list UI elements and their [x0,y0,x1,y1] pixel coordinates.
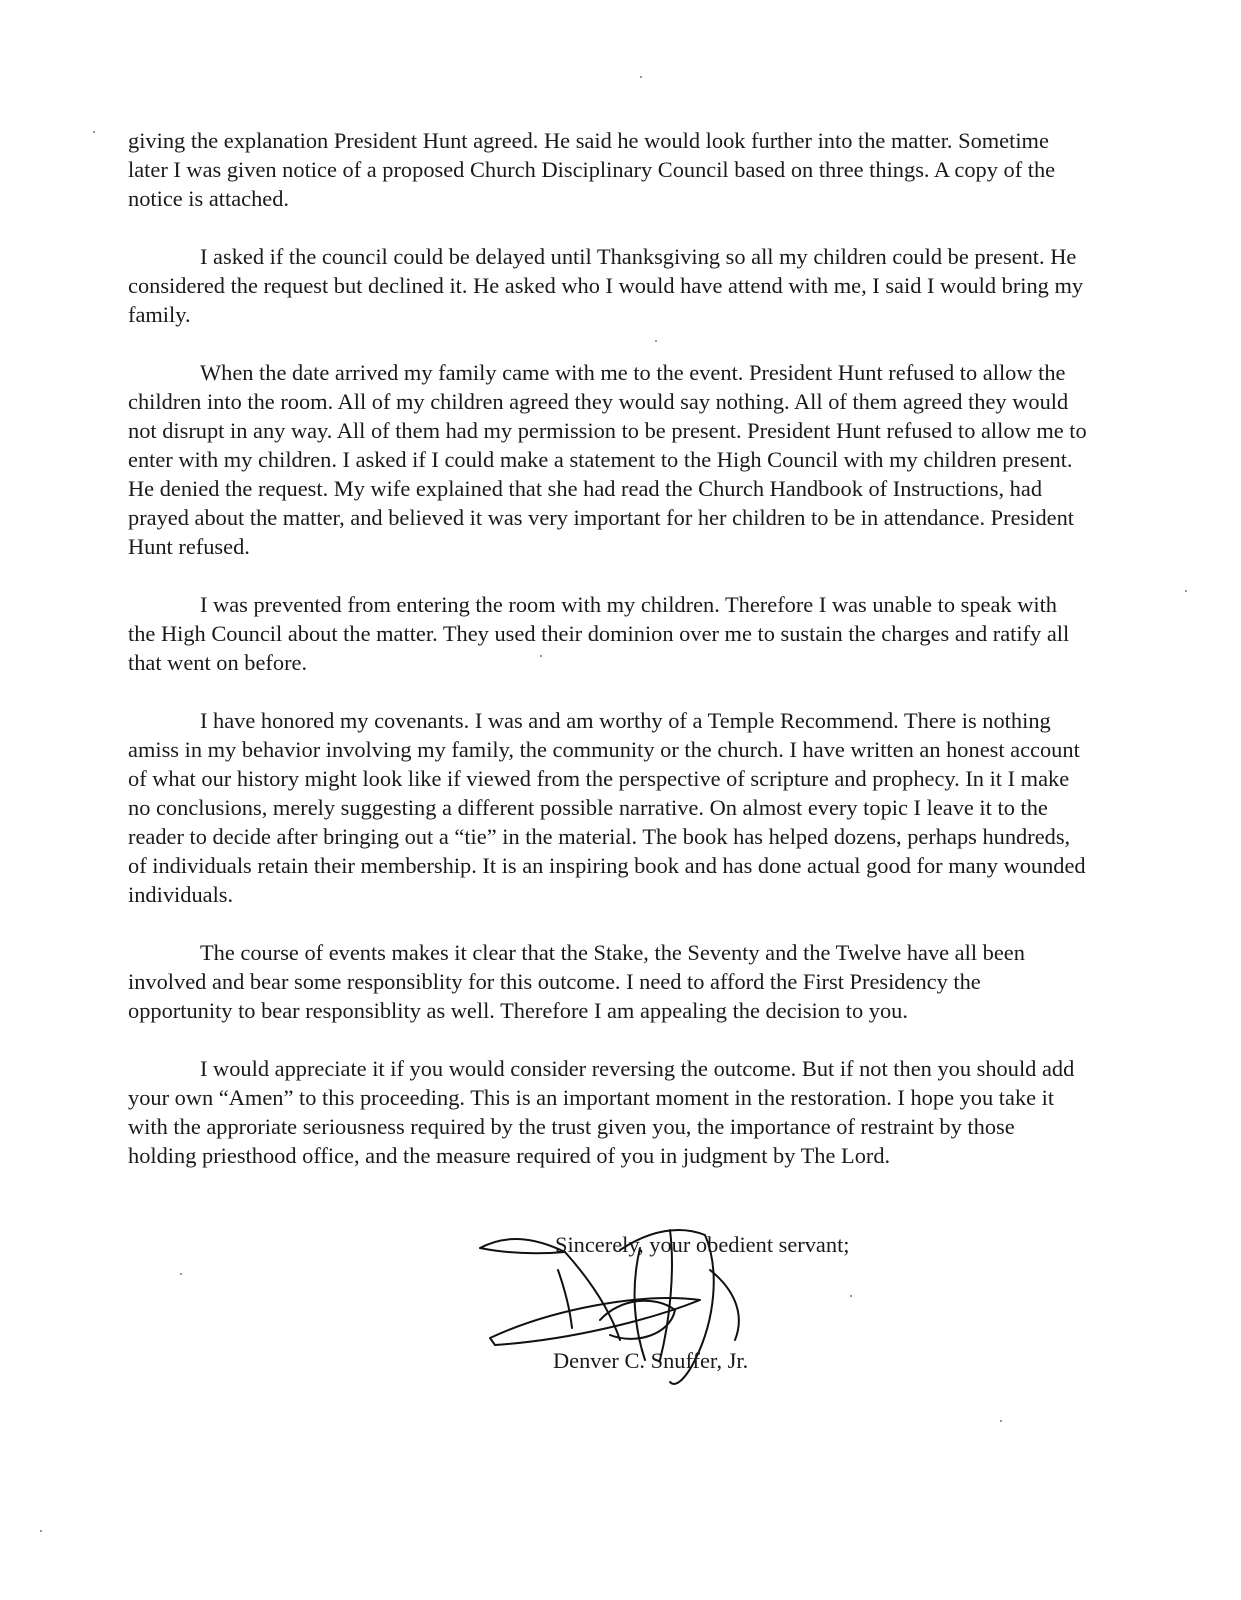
scan-speck [40,1530,42,1532]
scan-speck [850,1295,852,1297]
paragraph-council-delay: I asked if the council could be delayed until Thanksgiving so all my children could be present. He considered the request but declined it. He asked who I would have attend with me, I said I would bring my family. [128,244,1084,327]
scan-speck [540,655,542,657]
scan-speck [1185,590,1187,592]
scan-speck [655,340,657,342]
closing-line: Sincerely, your obedient servant; [555,1232,850,1257]
paragraph-course-of-events: The course of events makes it clear that the Stake, the Seventy and the Twelve have all been involved and bear some responsiblity for this outcome. I need to afford the First Presidency the opportunity to bear responsiblity as well. Therefore I am appealing the decision to you. [128,940,1025,1023]
scan-speck [1000,1420,1002,1422]
scan-speck [180,1273,182,1275]
paragraph-covenants: I have honored my covenants. I was and am worthy of a Temple Recommend. There is nothing amiss in my behavior involving my family, the community or the church. I have written an honest account of what our history might look like if viewed from the perspective of scripture and prophecy. In it I make no conclusions, merely suggesting a different possible narrative. On almost every topic I leave it to the reader to decide after bringing out a “tie” in the material. The book has helped dozens, perhaps hundreds, of individuals retain their membership. It is an inspiring book and has done actual good for many wounded individuals. [128,708,1086,907]
scan-speck [93,131,95,133]
paragraph-event-day: When the date arrived my family came with me to the event. President Hunt refused to allow the children into the room. All of my children agreed they would say nothing. All of them agreed they would not disrupt in any way. All of them had my permission to be present. President Hunt refused to allow me to enter with my children. I asked if I could make a statement to the High Council with my children present. He denied the request. My wife explained that she had read the Church Handbook of Instructions, had prayed about the matter, and believed it was very important for her children to be in attendance. President Hunt refused. [128,360,1087,559]
scan-speck [640,76,642,78]
paragraph-appeal: I would appreciate it if you would consider reversing the outcome. But if not then you should add your own “Amen” to this proceeding. This is an important moment in the restoration. I hope you take it with the approriate seriousness required by the trust given you, the importance of restraint by those holding priesthood office, and the measure required of you in judgment by The Lord. [128,1056,1075,1168]
letter-body [128,126,1088,1199]
paragraph-continuation: giving the explanation President Hunt agreed. He said he would look further into the matter. Sometime later I was given notice of a proposed Church Disciplinary Council based on three things. A copy of the notice is attached. [128,128,1056,211]
paragraph-prevented: I was prevented from entering the room with my children. Therefore I was unable to speak with the High Council about the matter. They used their dominion over me to sustain the charges and ratify all that went on before. [128,592,1070,675]
signer-name: Denver C. Snuffer, Jr. [553,1348,749,1373]
